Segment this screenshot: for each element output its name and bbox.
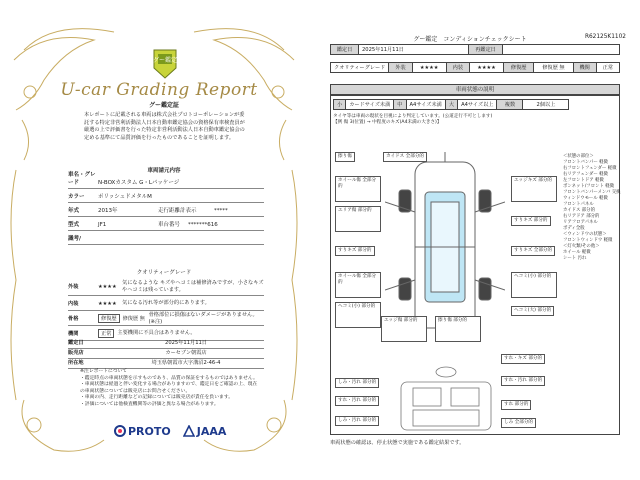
inspection-label: 販売店 xyxy=(68,350,84,356)
quality-desc: 気になるような キズやヘコミは補修済みですが、小さなキズやヘコミは残っています。 xyxy=(122,279,264,293)
certificate-intro: 本レポートに記載される車両は株式会社プロトコーポレーションが委託する特定非営利活動法人日本自動車鑑定協会の資格保有車検査員が厳選の上で評価書を行った特定非営利活動法人日本自動車鑑定協会の定める基準にて品質評価を行ったものであることを証明します。 xyxy=(84,112,245,141)
callout: すりキズ 部分的 xyxy=(335,246,375,256)
sheet-footnote: 車両状態の確認は、停止状態で実施である鑑定結果です。 xyxy=(330,440,465,446)
quality-frame xyxy=(68,312,264,326)
row-remarks xyxy=(68,232,264,245)
quality-interior xyxy=(68,297,264,311)
callout: しみ・汚れ 部分的 xyxy=(335,416,379,426)
callout: エッジ傷 部分的 xyxy=(381,316,427,342)
inspection-address xyxy=(68,359,264,369)
quality-stars: ★★★★ xyxy=(98,283,117,290)
part-item: フロントウィンドウ 軽微 xyxy=(563,238,613,243)
row-label-2: 走行距離計表示 xyxy=(158,208,197,214)
sheet-code: R62125K1102 xyxy=(584,34,626,40)
inspection-value: 2025年11月11日 xyxy=(165,340,207,346)
request-heading: 車両請元内容 xyxy=(147,168,181,174)
callout: ヘコミ(大) 部分的 xyxy=(511,306,554,316)
part-item: フロントバンパー 軽微 xyxy=(563,160,608,165)
notes-heading: ※注レポートについて xyxy=(80,369,128,374)
certificate-subtitle: グー鑑定証 xyxy=(148,102,179,109)
callout: カイドス 全部分的 xyxy=(383,152,427,162)
callout: すりキズ 全部分的 xyxy=(511,246,555,256)
note-line: ・車両の内、走行距離などの記録については販売店が責任を負います。 xyxy=(80,395,234,401)
row-label-2: 車台番号 xyxy=(158,222,181,228)
grade-cell: ★★★★ xyxy=(469,63,503,73)
grade-cell: 外装 xyxy=(389,63,412,73)
grading-certificate xyxy=(4,20,304,460)
proto-logo xyxy=(114,425,171,438)
date-table xyxy=(330,44,620,55)
certificate-notes xyxy=(80,369,260,409)
callout: すれ・汚れ 部分的 xyxy=(501,376,545,386)
row-car-name xyxy=(68,172,264,189)
callout: ヘコミ(小) 部分的 xyxy=(335,302,381,328)
sheet-title: グー鑑定 コンディションチェックシート xyxy=(413,36,527,43)
part-item: カイドス 部分的 xyxy=(563,208,595,213)
quality-grade-title: クオリティーグレード xyxy=(136,270,192,276)
proto-mark-icon xyxy=(114,425,126,437)
jaaa-logo-text: JAAA xyxy=(196,424,227,438)
quality-label: 外装 xyxy=(68,284,79,290)
part-item: フロントバンパーメンバ 交換 xyxy=(563,190,621,195)
size-cell: カードサイズ未満 xyxy=(346,100,394,110)
damage-diagram xyxy=(330,95,620,435)
part-item: フロントパネル xyxy=(563,202,594,207)
row-label: 年式 xyxy=(68,208,80,214)
quality-label: 骨格 xyxy=(68,316,79,322)
certificate-title: U-car Grading Report xyxy=(60,80,258,100)
row-label: カラー xyxy=(68,194,85,200)
part-item: 左フロントドア 軽微 xyxy=(563,178,604,183)
part-item: 右リアドア 部分的 xyxy=(563,214,600,219)
row-label: 車名・グレード xyxy=(68,172,96,186)
grade-cell: 正常 xyxy=(596,63,619,73)
inspection-value: カーセブン朝霞店 xyxy=(165,350,207,356)
row-value: 2013年 xyxy=(98,208,118,214)
inspection-value: 埼玉県朝霞市大字溝沼2-46-4 xyxy=(151,360,221,366)
row-value: JF1 xyxy=(98,222,107,228)
car-interior-diagram xyxy=(391,364,501,434)
part-item: 右リアフェンダー 軽微 xyxy=(563,172,608,177)
expire-value xyxy=(503,45,620,55)
quality-label: 内装 xyxy=(68,301,79,307)
part-item: シート 汚れ xyxy=(563,256,587,261)
badge-text: グー鑑定 xyxy=(152,57,178,64)
part-item: 右フロントフェンダー 軽微 xyxy=(563,166,617,171)
diagram-heading: 車両状態の説明 xyxy=(330,84,620,95)
note-line: ・鑑定時点の車両状態を示すものであり、品質の保証をするものではありません。 xyxy=(80,375,258,381)
condition-check-sheet xyxy=(310,28,638,470)
car-top-view-diagram xyxy=(385,152,505,338)
expire-label: 再鑑定日 xyxy=(469,45,503,55)
quality-desc: 気になる汚れ等が部分的にあります。 xyxy=(122,300,210,306)
legend-note: タイヤ等は車両の現状を目視により判定しています。(公道走行不可とします) 【例 傷 3(位置) → 中程度のキズ(A4未満の大きさ)】 xyxy=(333,114,493,125)
size-cell: 大 xyxy=(445,100,457,110)
date-value: 2025年11月11日 xyxy=(359,45,469,55)
callout: ホイール傷 全部分的 xyxy=(335,176,381,202)
size-cell: 中 xyxy=(394,100,406,110)
callout: 擦り傷 部分的 xyxy=(435,316,481,342)
callout: すれ 部分的 xyxy=(501,400,531,410)
callout: すれ・汚れ 部分的 xyxy=(335,396,379,406)
quality-exterior xyxy=(68,278,264,296)
row-label: 型式 xyxy=(68,222,80,228)
grade-cell: ★★★★ xyxy=(412,63,446,73)
size-cell: 複数 xyxy=(497,100,523,110)
grade-cell: 機関 xyxy=(573,63,596,73)
proto-logo-text: PROTO xyxy=(128,424,171,438)
callout: 擦り傷 xyxy=(335,152,355,162)
row-year xyxy=(68,204,264,217)
goo-kantei-badge-icon xyxy=(152,48,178,80)
part-item: ウィンドウモール 軽微 xyxy=(563,196,608,201)
quality-desc: 主要機関に不具合はありません。 xyxy=(117,330,196,336)
jaaa-mark-icon xyxy=(183,425,195,437)
part-item: ＜ウィンドウの状態＞ xyxy=(563,232,607,237)
callout: しみ・汚れ 部分的 xyxy=(335,378,379,388)
callout: ホイール傷 全部分的 xyxy=(335,272,381,298)
jaaa-logo xyxy=(183,425,227,438)
inspection-label: 所在地 xyxy=(68,360,84,366)
grade-table xyxy=(330,62,620,73)
callout: すりキズ 部分的 xyxy=(511,216,551,226)
note-line: ・車両状態は経過と伴い変化する場合がありますので、鑑定日をご確認の上、現在の車両状態については販売店にお問合せください。 xyxy=(80,382,258,394)
quality-label: 機関 xyxy=(68,331,79,337)
row-value: N-BOXカスタム G・Lパッケージ xyxy=(98,180,180,186)
size-legend xyxy=(333,99,569,110)
quality-stars: ★★★★ xyxy=(98,300,117,307)
callout: エッジキズ 部分的 xyxy=(511,176,557,202)
part-item: ＜灯火類/その他＞ xyxy=(563,244,600,249)
part-item: ボディ全般 xyxy=(563,226,585,231)
quality-box: 修復歴 xyxy=(98,314,120,323)
part-list xyxy=(563,154,623,262)
part-item: ホイール 軽微 xyxy=(563,250,591,255)
row-label: 識考/ xyxy=(68,236,82,242)
callout: すれ・キズ 部分的 xyxy=(501,354,545,364)
part-item: ボンネット/フロント 軽微 xyxy=(563,184,615,189)
date-label: 鑑定日 xyxy=(331,45,359,55)
row-value: ポリッシュドメタルM xyxy=(98,194,152,200)
part-item: ＜状態の部位＞ xyxy=(563,154,594,159)
grade-cell: 内装 xyxy=(446,63,469,73)
quality-value: 修復歴 無 xyxy=(122,316,145,322)
grade-cell: 修復歴 xyxy=(504,63,534,73)
size-cell: 2個以上 xyxy=(523,100,569,110)
size-cell: 小 xyxy=(334,100,346,110)
row-value-2: ***** xyxy=(214,208,228,214)
size-cell: A4サイズ未満 xyxy=(406,100,445,110)
size-cell: A4サイズ以上 xyxy=(458,100,497,110)
grade-label: クオリティーグレード xyxy=(331,63,389,73)
callout: しみ 全部分的 xyxy=(501,418,536,428)
quality-desc: 骨格部位に損傷はないダメージがありません。(※注) xyxy=(148,311,258,325)
quality-box: 正常 xyxy=(98,329,114,338)
row-color xyxy=(68,190,264,203)
row-value-2: *******616 xyxy=(188,222,218,228)
logos xyxy=(114,422,234,440)
inspection-date xyxy=(68,338,264,349)
callout: ヘコミ(小) 部分的 xyxy=(511,272,557,298)
inspection-label: 鑑定日 xyxy=(68,340,84,346)
part-item: リアフロアパネル xyxy=(563,220,598,225)
note-line: ・評価については他検査機関等の評価と異なる場合があります。 xyxy=(80,401,219,407)
row-model xyxy=(68,218,264,231)
inspection-shop xyxy=(68,349,264,359)
callout: エリア傷 部分的 xyxy=(335,206,381,232)
grade-cell: 修復歴 無 xyxy=(534,63,573,73)
